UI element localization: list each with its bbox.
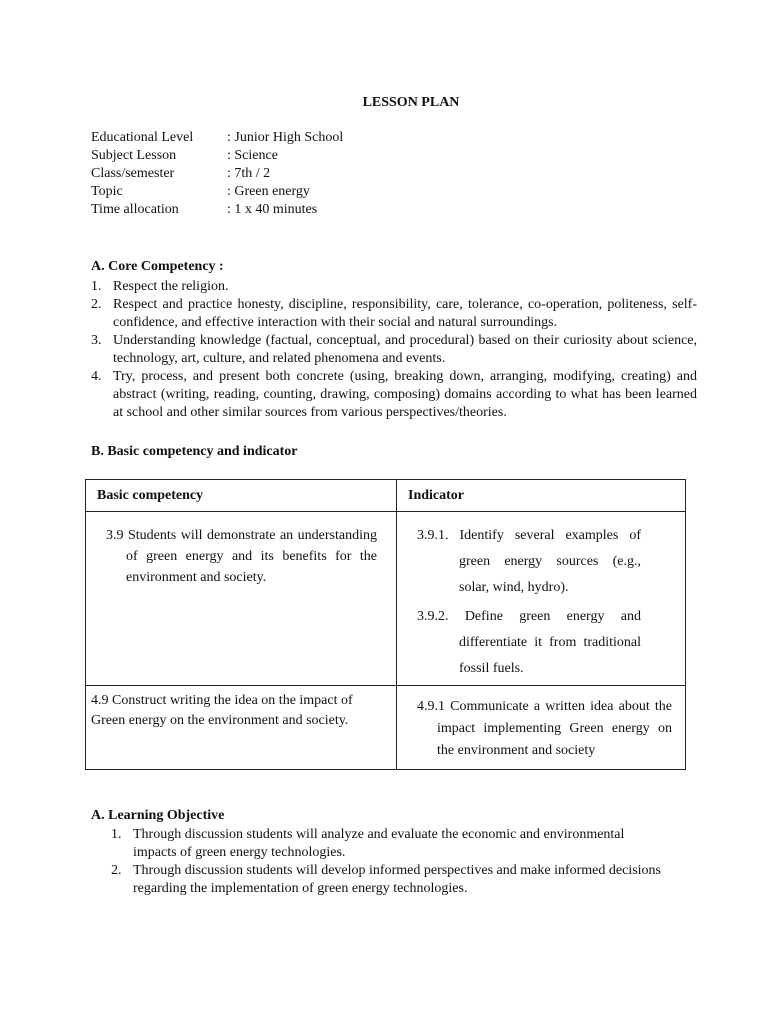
item-number: 3. [91, 333, 102, 348]
list-item [91, 368, 697, 422]
table-cell [86, 512, 397, 686]
item-number: 2. [91, 297, 102, 312]
competency-text: 3.9 Students will demonstrate an understanding of green energy and its benefits for the environment and society. [106, 528, 377, 585]
indicator-item: 3.9.2. Define green energy and differentiate it from traditional fossil fuels. [417, 609, 641, 676]
table-cell [397, 686, 686, 770]
indicator-item: 4.9.1 Communicate a written idea about the impact implementing Green energy on the environment and society [417, 699, 672, 758]
learning-objective-list [111, 826, 671, 898]
list-item [91, 278, 697, 296]
indicator-item: 3.9.1. Identify several examples of green energy sources (e.g., solar, wind, hydro). [417, 528, 641, 595]
competency-text: 4.9 Construct writing the idea on the impact of Green energy on the environment and society. [91, 693, 353, 728]
table-row [86, 512, 686, 686]
info-label: Educational Level [91, 130, 194, 145]
item-text: Respect and practice honesty, discipline, responsibility, care, tolerance, co-operation, politeness, self-confidence, and effective interaction with their social and natural surroundings. [113, 297, 697, 330]
info-label: Time allocation [91, 202, 179, 217]
core-competency-heading: A. Core Competency : [91, 259, 224, 274]
table-cell [86, 686, 397, 770]
info-row [91, 147, 343, 165]
basic-competency-heading: B. Basic competency and indicator [91, 444, 298, 459]
item-text: Through discussion students will analyze and evaluate the economic and environmental impacts of green energy technologies. [133, 827, 625, 860]
table-header-row [86, 480, 686, 512]
info-value: : 7th / 2 [227, 166, 271, 181]
info-value: : 1 x 40 minutes [227, 202, 318, 217]
list-item [111, 826, 671, 862]
item-text: Through discussion students will develop informed perspectives and make informed decisions regarding the implementation of green energy technologies. [133, 863, 662, 896]
info-row [91, 201, 343, 219]
info-row [91, 129, 343, 147]
list-item [91, 296, 697, 332]
page-title: LESSON PLAN [362, 95, 460, 110]
info-row [91, 183, 343, 201]
core-competency-list [91, 278, 697, 422]
list-item [111, 862, 671, 898]
item-number: 4. [91, 369, 102, 384]
info-block [91, 129, 343, 219]
table-row [86, 686, 686, 770]
header-basic-competency: Basic competency [86, 480, 397, 512]
header-indicator: Indicator [397, 480, 686, 512]
item-text: Respect the religion. [113, 279, 229, 294]
learning-objective-heading: A. Learning Objective [91, 808, 225, 823]
item-text: Try, process, and present both concrete (using, breaking down, arranging, modifying, creating) and abstract (writing, reading, counting, drawing, composing) domains according to what has been learned at school and other similar sources from various perspectives/theories. [113, 369, 697, 420]
info-label: Subject Lesson [91, 148, 177, 163]
item-number: 1. [111, 827, 122, 842]
table-cell [397, 512, 686, 686]
item-number: 2. [111, 863, 122, 878]
info-value: : Science [227, 148, 278, 163]
item-text: Understanding knowledge (factual, conceptual, and procedural) based on their curiosity about science, technology, art, culture, and related phenomena and events. [113, 333, 697, 366]
info-label: Topic [91, 184, 123, 199]
info-value: : Junior High School [227, 130, 344, 145]
competency-table [85, 479, 686, 770]
list-item [91, 332, 697, 368]
info-label: Class/semester [91, 166, 175, 181]
info-value: : Green energy [227, 184, 310, 199]
item-number: 1. [91, 279, 102, 294]
info-row [91, 165, 343, 183]
